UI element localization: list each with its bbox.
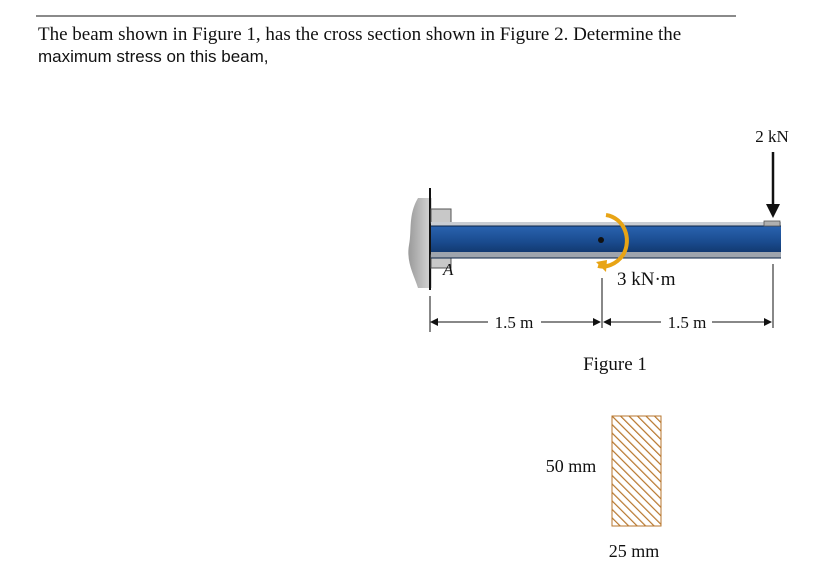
question-line-2: maximum stress on this beam,	[38, 47, 269, 66]
figure-1-caption: Figure 1	[583, 354, 647, 375]
section-height-label: 50 mm	[545, 456, 597, 476]
section-width-label: 25 mm	[608, 541, 660, 561]
span-right-label: 1.5 m	[667, 313, 707, 332]
point-load-label: 2 kN	[755, 127, 789, 146]
dimension-lines	[430, 264, 773, 332]
couple-moment-label: 3 kN·m	[617, 269, 676, 290]
span-left-label: 1.5 m	[494, 313, 534, 332]
point-load-arrow	[766, 152, 780, 218]
question-line-1: The beam shown in Figure 1, has the cross section shown in Figure 2. Determine the	[38, 24, 682, 45]
cross-section	[612, 416, 661, 526]
beam	[431, 221, 781, 258]
support-label: A	[443, 260, 454, 279]
